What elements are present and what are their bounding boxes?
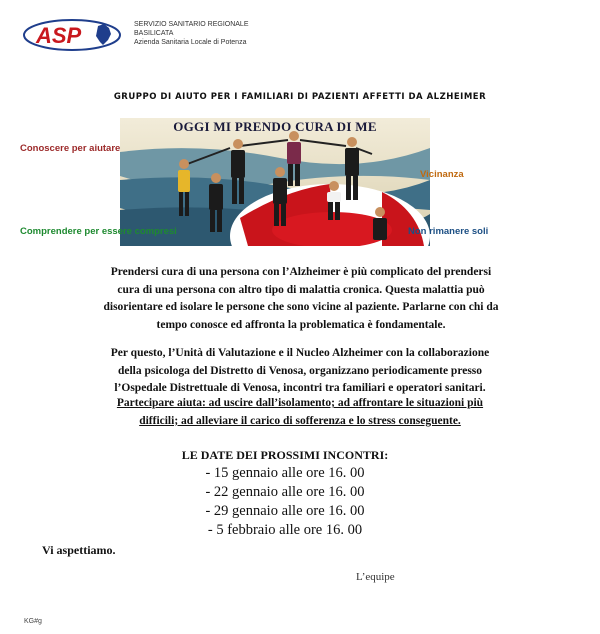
date-item: - 29 gennaio alle ore 16. 00 [205, 503, 365, 519]
benefits-paragraph [14, 395, 586, 430]
paragraph-line: della psicologa del Distretto di Venosa, organizzano periodicamente presso [117, 364, 483, 377]
org-line: SERVIZIO SANITARIO REGIONALE [134, 21, 249, 28]
paragraph-line: Prendersi cura di una persona con l’Alzheimer è più complicato del prendersi [110, 266, 492, 278]
asp-logo [22, 18, 130, 52]
paragraph-line: Per questo, l’Unità di Valutazione e il Nucleo Alzheimer con la collaborazione [110, 347, 490, 359]
paragraph-line: Partecipare aiuta: ad uscire dall’isolamento; ad affrontare le situazioni più [116, 397, 484, 409]
date-item: - 15 gennaio alle ore 16. 00 [205, 465, 365, 481]
intro-paragraph [18, 264, 584, 334]
document-code: KG#g [24, 618, 42, 625]
org-line: Azienda Sanitaria Locale di Potenza [134, 39, 247, 46]
group-title: GRUPPO DI AIUTO PER I FAMILIARI DI PAZIENTI AFFETTI DA ALZHEIMER [113, 92, 487, 102]
label-vicinanza: Vicinanza [420, 169, 464, 180]
banner-title: OGGI MI PRENDO CURA DI ME [173, 119, 377, 134]
closing-text: Vi aspettiamo. [42, 543, 116, 557]
logo-text: ASP [36, 23, 82, 48]
dates-block [100, 446, 470, 540]
label-non-rimanere-soli: Non rimanere soli [408, 226, 489, 237]
paragraph-line: l’Ospedale Distrettuale di Venosa, incontri tra familiari e operatori sanitari. [114, 382, 486, 394]
org-name [134, 20, 249, 47]
header [22, 16, 322, 56]
label-comprendere: Comprendere per essere compresi [20, 226, 177, 237]
organization-paragraph [14, 345, 586, 398]
paragraph-line: cura di una persona con altro tipo di malattia cronica. Questa malattia può [117, 283, 485, 296]
date-item: - 22 gennaio alle ore 16. 00 [205, 484, 365, 500]
dates-heading: LE DATE DEI PROSSIMI INCONTRI: [181, 448, 389, 462]
signature: L’equipe [356, 571, 395, 583]
paragraph-line: disorientare ed isolare le persone che sono vicine al paziente. Parlarne con chi da [103, 301, 499, 313]
paragraph-line: difficili; ad alleviare il carico di sofferenza e lo stress conseguente. [139, 414, 461, 427]
org-line: BASILICATA [134, 30, 174, 37]
region-map-icon [96, 24, 111, 45]
date-item: - 5 febbraio alle ore 16. 00 [207, 522, 363, 538]
label-conoscere: Conoscere per aiutare [20, 143, 121, 154]
paragraph-line: tempo conosce ed affronta la problematica è fondamentale. [156, 318, 446, 331]
